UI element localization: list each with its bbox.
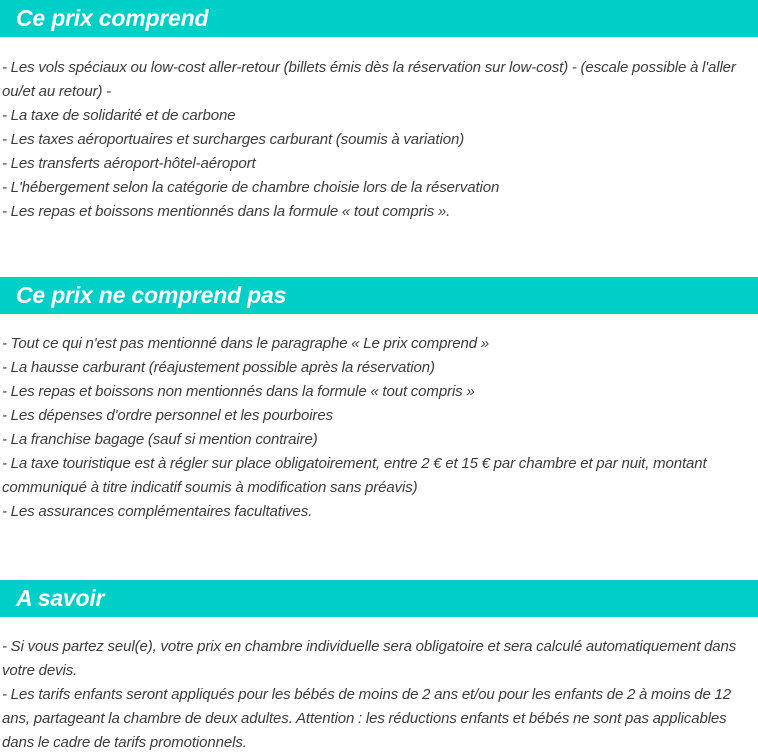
list-item: - La franchise bagage (sauf si mention contraire) (2, 431, 318, 448)
section-ce-prix-ne-comprend-pas (0, 277, 758, 524)
section-title-ce-prix-comprend: Ce prix comprend (0, 0, 758, 37)
list-item: - Les assurances complémentaires facultatives. (2, 503, 313, 520)
list-item: - La taxe touristique est à régler sur place obligatoirement, entre 2 € et 15 € par chambre et par nuit, montant communiqué à titre indicatif soumis à modification sans préavis) (2, 455, 707, 496)
list-item: - La taxe de solidarité et de carbone (2, 107, 236, 124)
section-ce-prix-comprend (0, 0, 758, 224)
list-item: - Les tarifs enfants seront appliqués pour les bébés de moins de 2 ans et/ou pour les enfants de 2 à moins de 12 ans, partageant la chambre de deux adultes. Attention : les réductions enfants et bébés ne sont pas applicables dans le cadre de tarifs promotionnels. (2, 686, 732, 751)
list-item: - Les repas et boissons non mentionnés dans la formule « tout compris » (2, 383, 475, 400)
list-item: - Les transferts aéroport-hôtel-aéroport (2, 155, 256, 172)
section-body-ce-prix-ne-comprend-pas (0, 314, 758, 524)
list-item: - L'hébergement selon la catégorie de chambre choisie lors de la réservation (2, 179, 500, 196)
section-spacer (0, 524, 758, 580)
list-item: - Tout ce qui n'est pas mentionné dans le paragraphe « Le prix comprend » (2, 335, 489, 352)
list-item: - La hausse carburant (réajustement possible après la réservation) (2, 359, 435, 376)
list-item: - Les dépenses d'ordre personnel et les pourboires (2, 407, 333, 424)
list-item: - Les vols spéciaux ou low-cost aller-retour (billets émis dès la réservation sur low-cost) - (escale possible à l'aller ou/et au retour) - (2, 59, 736, 100)
list-item: - Si vous partez seul(e), votre prix en chambre individuelle sera obligatoire et sera calculé automatiquement dans votre devis. (2, 638, 737, 679)
section-title-a-savoir: A savoir (0, 580, 758, 617)
section-a-savoir (0, 580, 758, 755)
list-item: - Les taxes aéroportuaires et surcharges carburant (soumis à variation) (2, 131, 465, 148)
section-body-a-savoir (0, 617, 758, 755)
section-title-ce-prix-ne-comprend-pas: Ce prix ne comprend pas (0, 277, 758, 314)
section-spacer (0, 224, 758, 277)
list-item: - Les repas et boissons mentionnés dans la formule « tout compris ». (2, 203, 451, 220)
section-body-ce-prix-comprend (0, 37, 758, 224)
